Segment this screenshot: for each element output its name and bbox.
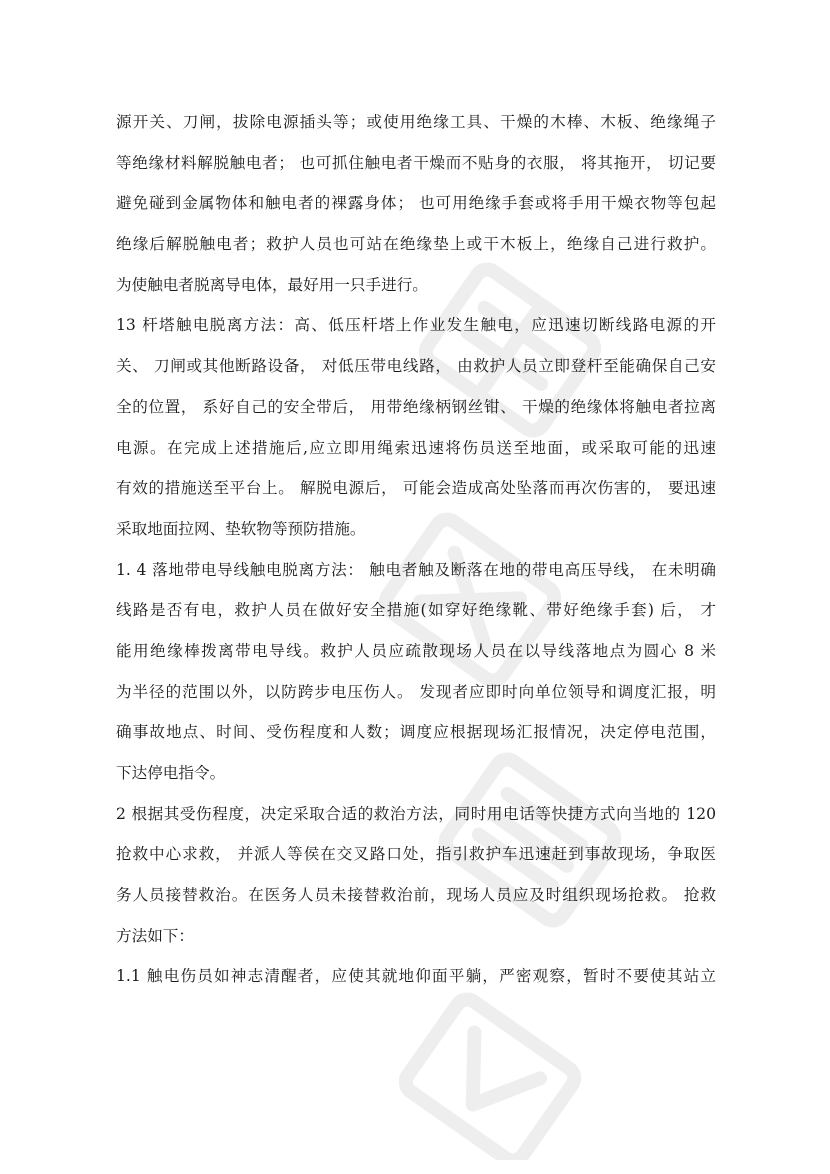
document-body <box>116 102 716 997</box>
text-line: 抢救中心求救， 并派人等侯在交叉路口处，指引救护车迅速赶到事故现场，争取医 <box>116 845 716 864</box>
paragraph-section-1-4 <box>116 550 716 794</box>
text-line: 电源。在完成上述措施后,应立即用绳索迅速将伤员送至地面，或采取可能的迅速 <box>116 438 716 457</box>
text-line: 避免碰到金属物体和触电者的裸露身体； 也可用绝缘手套或将手用干燥衣物等包起 <box>116 194 716 213</box>
text-line: 方法如下： <box>116 926 194 945</box>
paragraph-continuation <box>116 102 716 305</box>
text-line: 1.1 触电伤员如神志清醒者，应使其就地仰面平躺，严密观察，暂时不要使其站立 <box>116 967 716 986</box>
text-line: 务人员接替救治。在医务人员未接替救治前，现场人员应及时组织现场抢救。 抢救 <box>116 886 716 905</box>
text-line: 下达停电指令。 <box>116 764 226 782</box>
paragraph-section-1-3 <box>116 305 716 549</box>
paragraph-section-2 <box>116 794 716 957</box>
text-line: 为使触电者脱离导电体，最好用一只手进行。 <box>116 275 428 294</box>
text-line: 能用绝缘棒拨离带电导线。救护人员应疏散现场人员在以导线落地点为圆心 8 米 <box>116 641 716 660</box>
text-line: 有效的措施送至平台上。 解脱电源后， 可能会造成高处坠落而再次伤害的， 要迅速 <box>116 479 716 498</box>
text-line: 关、 刀闸或其他断路设备， 对低压带电线路， 由救护人员立即登杆至能确保自己安 <box>116 357 716 376</box>
text-line: 全的位置， 系好自己的安全带后， 用带绝缘柄钢丝钳、 干燥的绝缘体将触电者拉离 <box>116 397 716 416</box>
text-line: 2 根据其受伤程度，决定采取合适的救治方法，同时用电话等快捷方式向当地的 120 <box>116 804 716 823</box>
text-line: 绝缘后解脱触电者；救护人员也可站在绝缘垫上或干木板上，绝缘自己进行救护。 <box>116 235 716 254</box>
text-line: 采取地面拉网、垫软物等预防措施。 <box>116 519 366 538</box>
text-line: 为半径的范围以外，以防跨步电压伤人。 发现者应即时向单位领导和调度汇报，明 <box>116 682 716 701</box>
text-line: 等绝缘材料解脱触电者； 也可抓住触电者干燥而不贴身的衣服， 将其拖开， 切记要 <box>116 153 716 172</box>
text-line: 13 杆塔触电脱离方法：高、低压杆塔上作业发生触电，应迅速切断线路电源的开 <box>116 316 716 335</box>
text-line: 确事故地点、时间、受伤程度和人数；调度应根据现场汇报情况，决定停电范围， <box>116 723 716 742</box>
text-line: 源开关、刀闸，拔除电源插头等；或使用绝缘工具、干燥的木棒、木板、绝缘绳子 <box>116 113 716 131</box>
text-line: 1. 4 落地带电导线触电脱离方法： 触电者触及断落在地的带电高压导线， 在未明确 <box>116 560 716 579</box>
paragraph-section-1-1 <box>116 956 716 997</box>
text-line: 线路是否有电，救护人员在做好安全措施(如穿好绝缘靴、带好绝缘手套) 后， 才 <box>116 601 716 620</box>
